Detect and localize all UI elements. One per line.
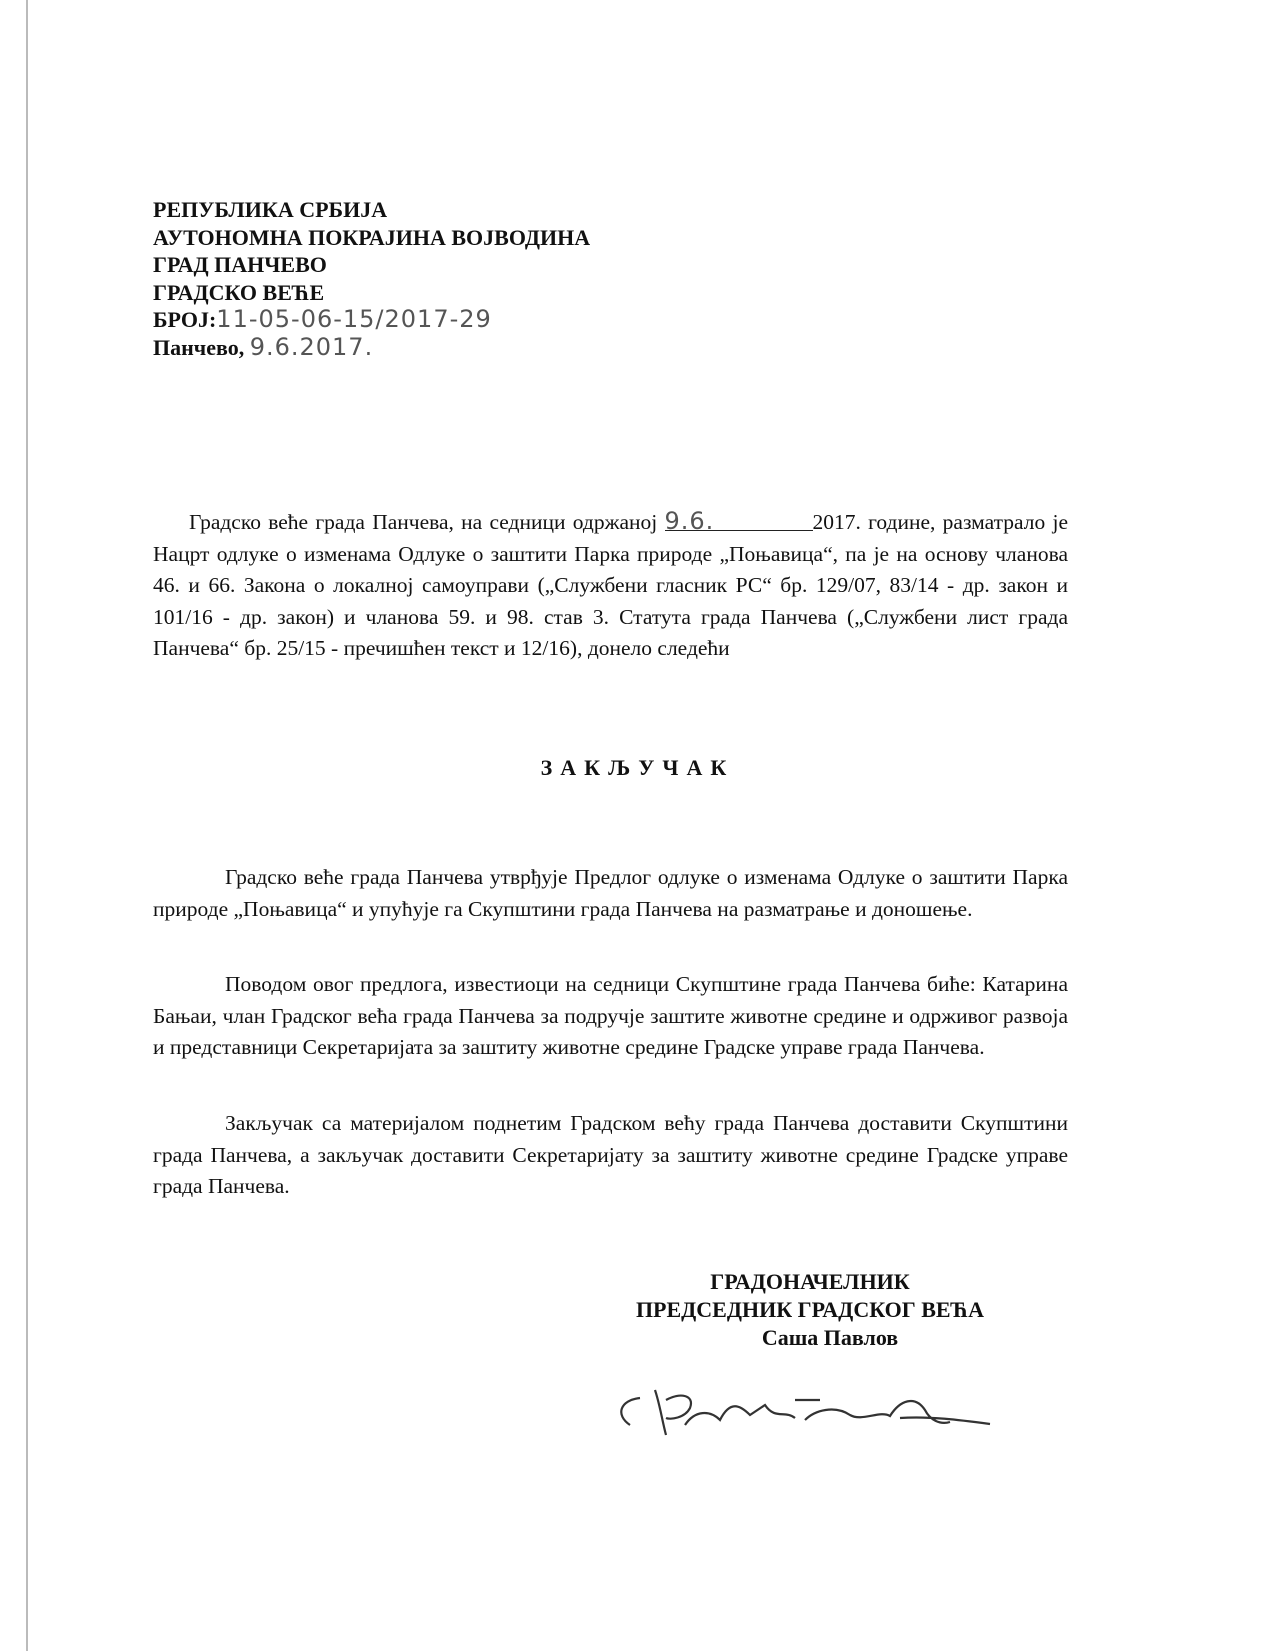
paragraph-text: Закључак са материјалом поднетим Градском већу града Панчева доставити Скупштини града Панчева, а закључак доставити Секретаријату за заштиту животне средине Градске управе града Панчева. [153, 1111, 1068, 1198]
intro-paragraph [153, 506, 1068, 665]
paragraph-text: Поводом овог предлога, известиоци на седници Скупштине града Панчева биће: Катарина Бањаи, члан Градског већа града Панчева за подручје заштите животне средине и одрживог развоја и представници Секретаријата за заштиту животне средине Градске управе града Панчева. [153, 972, 1068, 1059]
conclusion-paragraph-1 [153, 862, 1068, 925]
document-number [153, 306, 590, 334]
intro-text-start: Градско веће града Панчева, на седници одржаној [189, 510, 658, 534]
header-line: ГРАД ПАНЧЕВО [153, 252, 327, 277]
paragraph-text: Градско веће града Панчева утврђује Предлог одлуке о изменама Одлуке о заштити Парка природе „Поњавица“ и упућује га Скупштини града Панчева на разматрање и доношење. [153, 865, 1068, 921]
handwritten-signature [600, 1380, 1050, 1450]
session-date-value: 9.6. [664, 507, 715, 535]
session-date-field [664, 506, 813, 535]
header-line: РЕПУБЛИКА СРБИЈА [153, 197, 388, 222]
document-place-date [153, 334, 590, 362]
number-label: БРОЈ: [153, 307, 217, 332]
signatory-title: ГРАДОНАЧЕЛНИК [710, 1269, 910, 1294]
scan-edge [26, 0, 28, 1651]
intro-text-end: 2017. године, разматрало је Нацрт одлуке о изменама Одлуке о заштити Парка природе „Поњавица“, па је на основу чланова 46. и 66. Закона о локалној самоуправи („Службени гласник РС“ бр. 129/07, 83/14 - др. закон и 101/16 - др. закон) и чланова 59. и 98. став 3. Статута града Панчева („Службени лист града Панчева“ бр. 25/15 - пречишћен текст и 12/16), донело следећи [153, 510, 1069, 660]
header-line: АУТОНОМНА ПОКРАЈИНА ВОЈВОДИНА [153, 224, 591, 250]
signatory-title: ПРЕДСЕДНИК ГРАДСКОГ ВЕЋА [635, 1297, 985, 1322]
signatory-name: Саша Павлов [761, 1325, 899, 1350]
signature-block [600, 1268, 1020, 1352]
conclusion-paragraph-2 [153, 969, 1068, 1064]
document-header [153, 196, 590, 361]
date-value: 9.6.2017. [249, 332, 374, 361]
conclusion-paragraph-3 [153, 1108, 1068, 1203]
place-label: Панчево, [153, 334, 245, 360]
number-value: 11-05-06-15/2017-29 [216, 305, 492, 333]
header-line: ГРАДСКО ВЕЋЕ [153, 279, 325, 305]
document-title: ЗАКЉУЧАК [540, 755, 735, 780]
